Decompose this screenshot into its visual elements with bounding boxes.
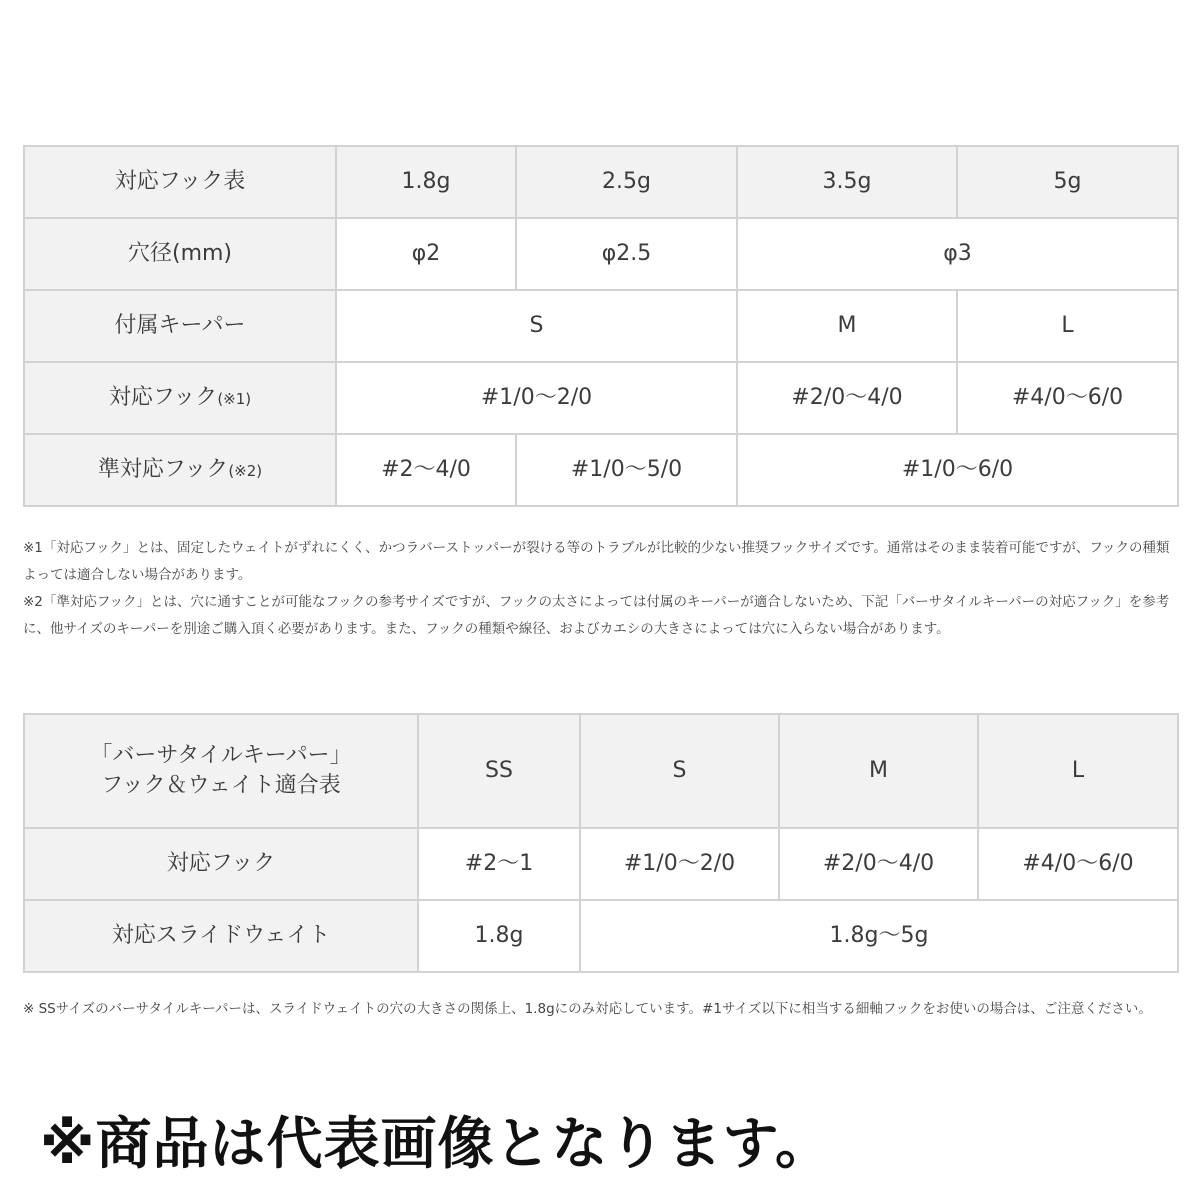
table-header-cell: 対応フック表 (24, 146, 336, 218)
table-cell: #2/0〜4/0 (779, 828, 978, 900)
footnotes-1 (23, 535, 1173, 643)
table-cell: φ2 (336, 218, 516, 290)
table-row (24, 900, 1178, 972)
table-header-cell: M (779, 714, 978, 828)
table-cell: 1.8g (418, 900, 580, 972)
row-label-note: (※1) (217, 390, 252, 409)
footnote: ※1「対応フック」とは、固定したウェイトがずれにくく、かつラバーストッパーが裂ける等のトラブルが比較的少ない推奨フックサイズです。通常はそのまま装着可能ですが、フックの種類よっては適合しない場合があります。 (23, 540, 1170, 583)
row-label-text: 準対応フック (97, 457, 229, 483)
row-label (24, 362, 336, 434)
table-row (24, 290, 1178, 362)
table-cell: #4/0〜6/0 (978, 828, 1178, 900)
table-title-line: フック＆ウェイト適合表 (101, 773, 341, 798)
table-title-line: 「バーサタイルキーパー」 (90, 743, 352, 769)
footnotes-2 (23, 996, 1173, 1023)
table-cell: L (957, 290, 1178, 362)
table-title-cell (24, 714, 418, 828)
table-cell: #1/0〜5/0 (516, 434, 737, 506)
row-label (24, 434, 336, 506)
row-label: 対応スライドウェイト (24, 900, 418, 972)
table-cell: φ2.5 (516, 218, 737, 290)
table-header-cell: L (978, 714, 1178, 828)
table-cell: #2/0〜4/0 (737, 362, 957, 434)
table-row (24, 714, 1178, 828)
row-label: 穴径(mm) (24, 218, 336, 290)
table-cell: M (737, 290, 957, 362)
row-label-note: (※2) (228, 462, 263, 481)
table-row (24, 218, 1178, 290)
row-label: 付属キーパー (24, 290, 336, 362)
table-cell: #1/0〜2/0 (580, 828, 779, 900)
footnote: ※ SSサイズのバーサタイルキーパーは、スライドウェイトの穴の大きさの関係上、1.8gにのみ対応しています。#1サイズ以下に相当する細軸フックをお使いの場合は、ご注意ください。 (23, 1001, 1152, 1017)
table-cell: #1/0〜6/0 (737, 434, 1178, 506)
table-cell: S (336, 290, 737, 362)
table-header-cell: 1.8g (336, 146, 516, 218)
table-cell: φ3 (737, 218, 1178, 290)
table-row (24, 362, 1178, 434)
versatile-keeper-table (23, 713, 1179, 973)
table-header-cell: SS (418, 714, 580, 828)
table-cell: #4/0〜6/0 (957, 362, 1178, 434)
table-cell: #2〜1 (418, 828, 580, 900)
table-header-cell: 3.5g (737, 146, 957, 218)
table-row (24, 146, 1178, 218)
row-label: 対応フック (24, 828, 418, 900)
table-cell: #1/0〜2/0 (336, 362, 737, 434)
table-cell: 1.8g〜5g (580, 900, 1178, 972)
representative-image-notice: ※商品は代表画像となります。 (40, 1112, 832, 1177)
table-row (24, 434, 1178, 506)
table-header-cell: 5g (957, 146, 1178, 218)
hook-compatibility-table (23, 145, 1179, 507)
row-label-text: 対応フック (108, 385, 218, 411)
footnote: ※2「準対応フック」とは、穴に通すことが可能なフックの参考サイズですが、フックの太さによっては付属のキーパーが適合しないため、下記「バーサタイルキーパーの対応フック」を参考に、他サイズのキーパーを別途ご購入頂く必要があります。また、フックの種類や線径、およびカエシの大きさによっては穴に入らない場合があります。 (23, 594, 1170, 637)
table-header-cell: S (580, 714, 779, 828)
table-row (24, 828, 1178, 900)
table-header-cell: 2.5g (516, 146, 737, 218)
table-cell: #2〜4/0 (336, 434, 516, 506)
